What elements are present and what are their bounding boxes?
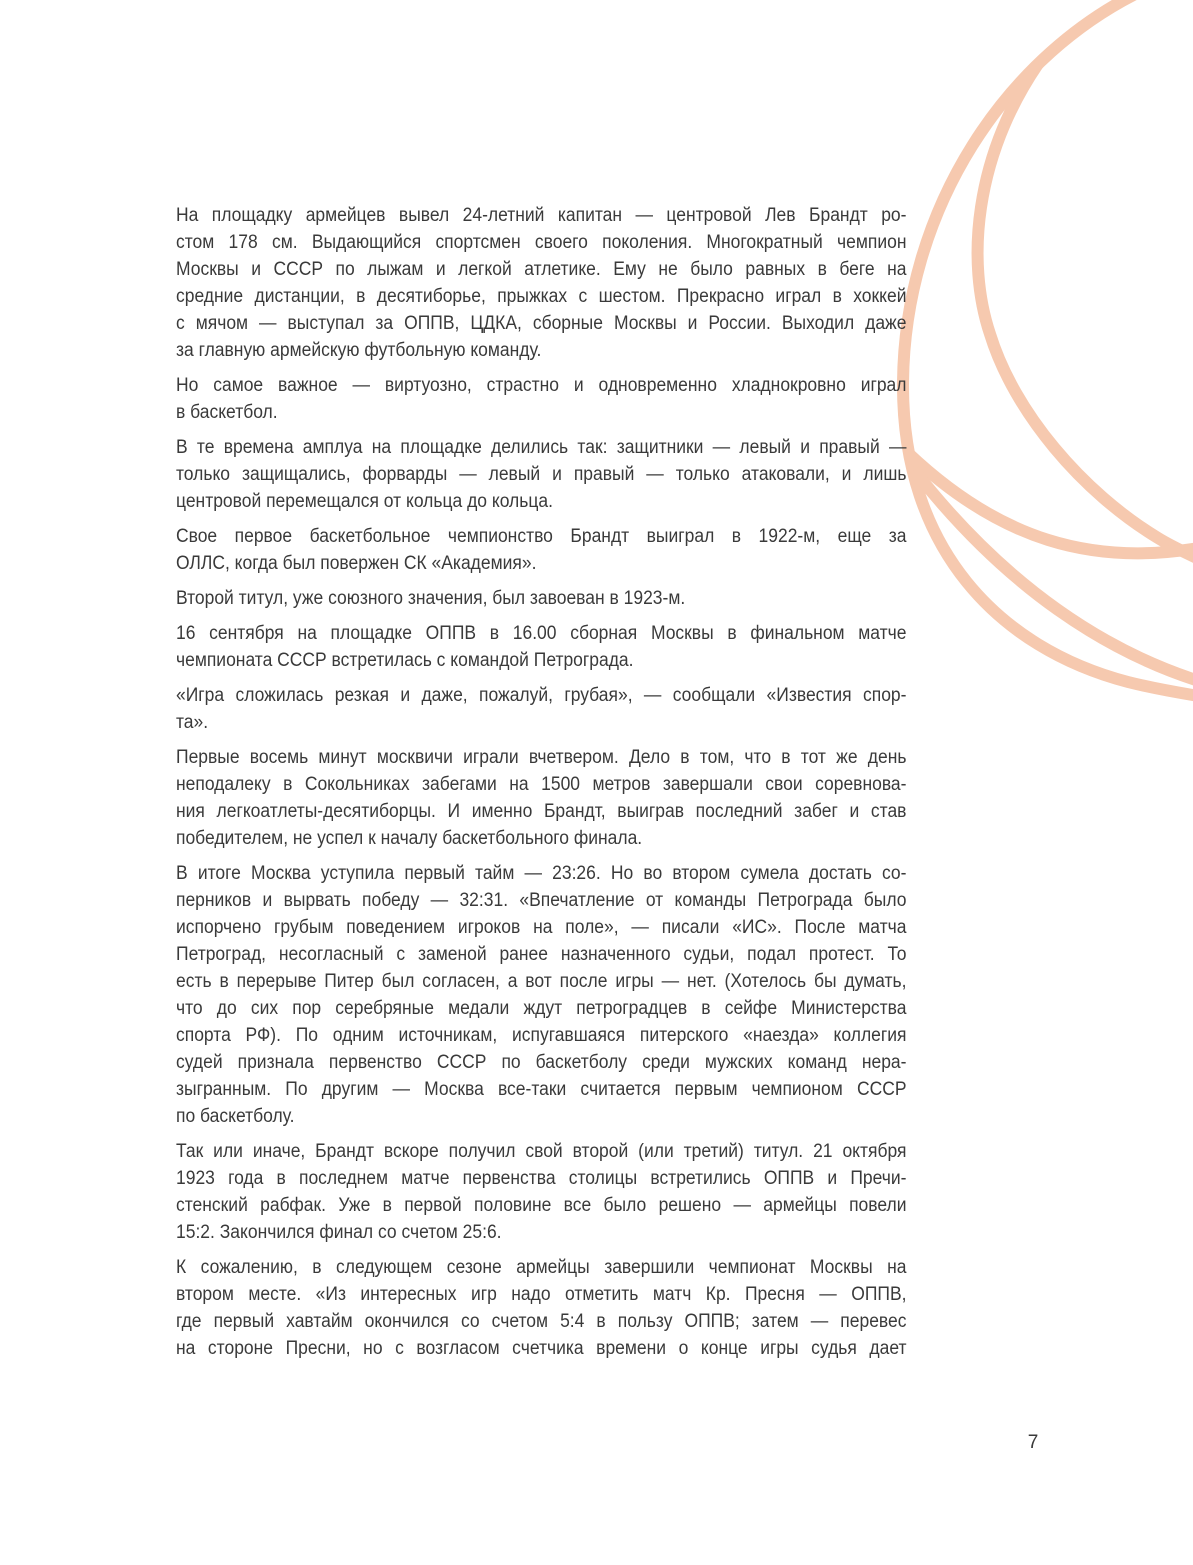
- text-line: В итоге Москва уступила первый тайм — 23:26. Но во втором сумела достать со-: [176, 863, 907, 884]
- text-line: в баскетбол.: [176, 402, 278, 423]
- text-line: где первый хавтайм окончился со счетом 5:4 в пользу ОППВ; затем — перевес: [176, 1311, 907, 1332]
- paragraph: [176, 744, 906, 852]
- paragraph: [176, 202, 906, 364]
- text-line: центровой перемещался от кольца до кольца.: [176, 491, 553, 512]
- ball-seam-upper-sweep: [908, 453, 1193, 553]
- text-line: стом 178 см. Выдающийся спортсмен своего поколения. Многократный чемпион: [176, 232, 907, 253]
- text-line: неподалеку в Сокольниках забегами на 1500 метров завершали свои соревнова-: [176, 774, 907, 795]
- paragraph: [176, 434, 906, 515]
- text-line: та».: [176, 712, 209, 733]
- text-line: есть в перерыве Питер был согласен, а вот после игры — нет. (Хотелось бы думать,: [176, 971, 907, 992]
- text-line: победителем, не успел к началу баскетбольного финала.: [176, 828, 643, 849]
- text-line: 16 сентября на площадке ОППВ в 16.00 сборная Москвы в финальном матче: [176, 623, 907, 644]
- text-line: за главную армейскую футбольную команду.: [176, 340, 542, 361]
- page-number: 7: [1027, 1432, 1039, 1453]
- text-line: Москвы и СССР по лыжам и легкой атлетике. Ему не было равных в беге на: [176, 259, 907, 280]
- text-line: Петроград, несогласный с заменой ранее назначенного судьи, подал протест. То: [176, 944, 907, 965]
- text-line: судей признала первенство СССР по баскетболу среди мужских команд нера-: [176, 1052, 907, 1073]
- text-line: что до сих пор серебряные медали ждут петроградцев в сейфе Министерства: [176, 998, 907, 1019]
- text-line: В те времена амплуа на площадке делились так: защитники — левый и правый —: [176, 437, 907, 458]
- text-line: К сожалению, в следующем сезоне армейцы завершили чемпионат Москвы на: [176, 1257, 907, 1278]
- paragraph: [176, 682, 906, 736]
- text-line: Так или иначе, Брандт вскоре получил свой второй (или третий) титул. 21 октября: [176, 1141, 907, 1162]
- paragraph: [176, 523, 906, 577]
- text-line: втором месте. «Из интересных игр надо отметить матч Кр. Пресня — ОППВ,: [176, 1284, 907, 1305]
- text-line: перников и вырвать победу — 32:31. «Впечатление от команды Петрограда было: [176, 890, 907, 911]
- ball-outline-arc: [903, 0, 1193, 696]
- text-line: зыгранным. По другим — Москва все-таки считается первым чемпионом СССР: [176, 1079, 907, 1100]
- text-line: Второй титул, уже союзного значения, был завоеван в 1923-м.: [176, 588, 686, 609]
- text-line: Первые восемь минут москвичи играли вчетвером. Дело в том, что в тот же день: [176, 747, 907, 768]
- text-line: ОЛЛС, когда был повержен СК «Академия».: [176, 553, 537, 574]
- text-line: «Игра сложилась резкая и даже, пожалуй, грубая», — сообщали «Известия спор-: [176, 685, 907, 706]
- text-line: чемпионата СССР встретилась с командой Петрограда.: [176, 650, 634, 671]
- paragraph: [176, 860, 906, 1130]
- ball-seam-lower-sweep: [914, 470, 1193, 681]
- text-line: 1923 года в последнем матче первенства столицы встретились ОППВ и Пречи-: [176, 1168, 907, 1189]
- paragraph: [176, 585, 906, 612]
- text-line: Но самое важное — виртуозно, страстно и одновременно хладнокровно играл: [176, 375, 907, 396]
- paragraph: [176, 620, 906, 674]
- paragraph: [176, 372, 906, 426]
- text-line: Свое первое баскетбольное чемпионство Брандт выиграл в 1922-м, еще за: [176, 526, 907, 547]
- text-line: спорта РФ). По одним источникам, испугавшаяся питерского «наезда» коллегия: [176, 1025, 907, 1046]
- text-line: испорчено грубым поведением игроков на поле», — писали «ИС». После матча: [176, 917, 907, 938]
- ball-seam-crescent: [978, 64, 1193, 559]
- article-text: [176, 202, 906, 1370]
- text-line: ния легкоатлеты-десятиборцы. И именно Брандт, выиграв последний забег и став: [176, 801, 907, 822]
- text-line: стенский рабфак. Уже в первой половине все было решено — армейцы повели: [176, 1195, 907, 1216]
- text-line: 15:2. Закончился финал со счетом 25:6.: [176, 1222, 502, 1243]
- text-line: средние дистанции, в десятиборье, прыжках с шестом. Прекрасно играл в хоккей: [176, 286, 907, 307]
- paragraph: [176, 1254, 906, 1362]
- paragraph: [176, 1138, 906, 1246]
- text-line: по баскетболу.: [176, 1106, 295, 1127]
- text-line: на стороне Пресни, но с возгласом счетчика времени о конце игры судья дает: [176, 1338, 907, 1359]
- text-line: с мячом — выступал за ОППВ, ЦДКА, сборные Москвы и России. Выходил даже: [176, 313, 907, 334]
- text-line: только защищались, форварды — левый и правый — только атаковали, и лишь: [176, 464, 907, 485]
- text-line: На площадку армейцев вывел 24-летний капитан — центровой Лев Брандт ро-: [176, 205, 907, 226]
